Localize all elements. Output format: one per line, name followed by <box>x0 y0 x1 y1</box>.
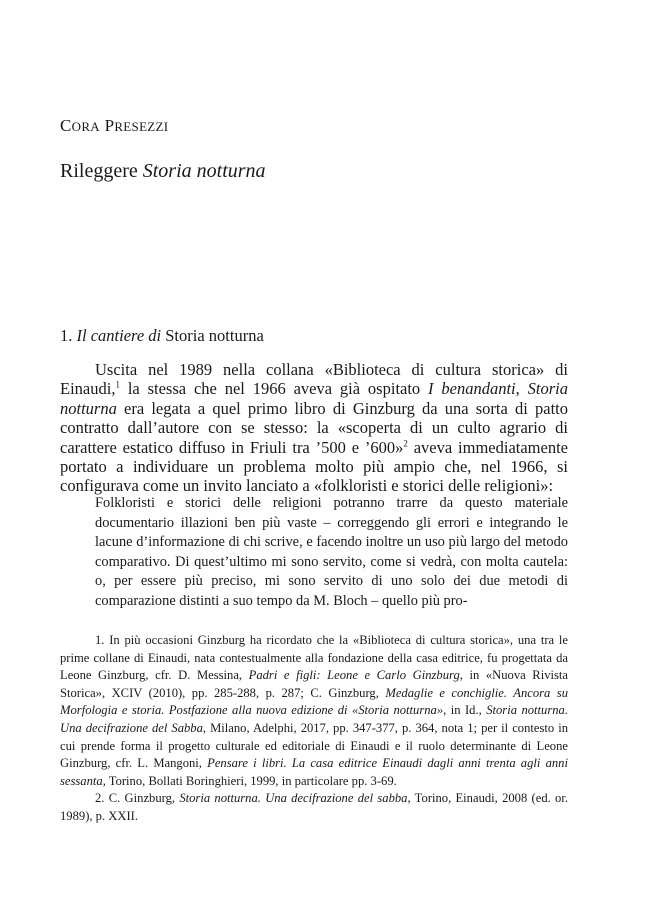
body-text-run: Uscita nel 1989 nella collana «Biblioteca di cultura storica» di Einaudi, <box>60 360 568 399</box>
author-name <box>60 116 168 136</box>
body-text-run: era legata a quel primo libro di Ginzburg da una sorta di patto contratto dall’autore con se stesso: la «scoperta di un culto agrario di carattere estatico diffuso in Friuli tra ’500 e ’600» <box>60 398 568 457</box>
book-title-storia-notturna: Storia notturna <box>60 379 568 418</box>
footnote-1 <box>60 632 568 790</box>
footnote-text: , Torino, Einaudi, 2008 (ed. or. 1989), p. XXII. <box>60 791 569 823</box>
body-text <box>60 360 568 496</box>
footnote-text: , Torino, Bollati Boringhieri, 1999, in particolare pp. 3-69. <box>102 773 397 788</box>
footnotes <box>60 632 568 826</box>
body-text-run: , <box>515 379 528 399</box>
footnote-text: , in «Nuova Rivista Storica», XCIV (2010), pp. 285-288, p. 287; C. Ginzburg, <box>60 668 568 700</box>
footnote-italic: Medaglie e conchiglie. Ancora su Morfologia e storia. Postfazione alla nuova edizione di «Storia notturna» <box>60 685 569 718</box>
body-text-run: aveva immediatamente portato a individuare un problema molto più ampio che, nel 1966, si configurava come un invito lanciato a «folkloristi e storici delle religioni»: <box>60 437 568 496</box>
title-prefix: Rileggere <box>60 160 143 182</box>
footnote-2 <box>60 790 568 825</box>
article-title <box>60 160 266 183</box>
section-italic: Il cantiere di <box>76 326 162 345</box>
footnote-text: 1. In più occasioni Ginzburg ha ricordato che la «Biblioteca di cultura storica», una tra le prime collane di Einaudi, nata contestualmente alla fondazione della casa editrice, fu progettata da Leone Ginzburg, cfr. D. Messina, <box>60 633 568 683</box>
footnote-italic: Storia notturna. Una decifrazione del Sabba <box>60 703 568 735</box>
block-quote <box>95 494 568 612</box>
body-text-run: la stessa che nel 1966 aveva già ospitato <box>119 379 429 399</box>
body-paragraph <box>60 360 568 496</box>
footnote-text: , in Id., <box>443 703 487 718</box>
footnote-italic: Storia notturna. Una decifrazione del sabba <box>179 791 408 806</box>
quote-text: Folkloristi e storici delle religioni potranno trarre da questo materiale documentario illazioni ben più vaste – correggendo gli errori e integrando le lacune d’informazione di chi scrive, e facendo inoltre un uso più largo del metodo comparativo. Di quest’ultimo mi sono servito, come si vedrà, con molta cautela: o, per essere più preciso, mi sono servito di uno solo dei due metodi di comparazione distinti a suo tempo da M. Bloch – quello più pro- <box>95 495 568 609</box>
footnote-text: , Milano, Adelphi, 2017, pp. 347-377, p. 364, nota 1; per il contesto in cui prende forma il progetto culturale ed editoriale di Einaudi e il ruolo determinante di Leone Ginzburg, cfr. L. Mangoni, <box>60 720 568 771</box>
title-italic: Storia notturna <box>142 160 266 182</box>
footnote-ref-1[interactable]: 1 <box>115 379 120 390</box>
book-title-benandanti: I benandanti <box>428 379 516 399</box>
footnote-ref-2[interactable]: 2 <box>403 438 408 449</box>
footnote-italic: Pensare i libri. La casa editrice Einaudi dagli anni trenta agli anni sessanta <box>60 756 568 788</box>
author-first-initial: C <box>60 116 72 135</box>
footnote-text: 2. C. Ginzburg, <box>95 791 180 806</box>
section-number: 1. <box>60 326 77 345</box>
author-last-initial: P <box>104 116 115 135</box>
author-first-rest: ORA <box>71 119 100 134</box>
footnote-italic: Padri e figli: Leone e Carlo Ginzburg <box>248 668 460 683</box>
section-rest: Storia notturna <box>161 326 264 345</box>
section-heading <box>60 326 264 346</box>
author-last-rest: RESEZZI <box>114 119 169 134</box>
